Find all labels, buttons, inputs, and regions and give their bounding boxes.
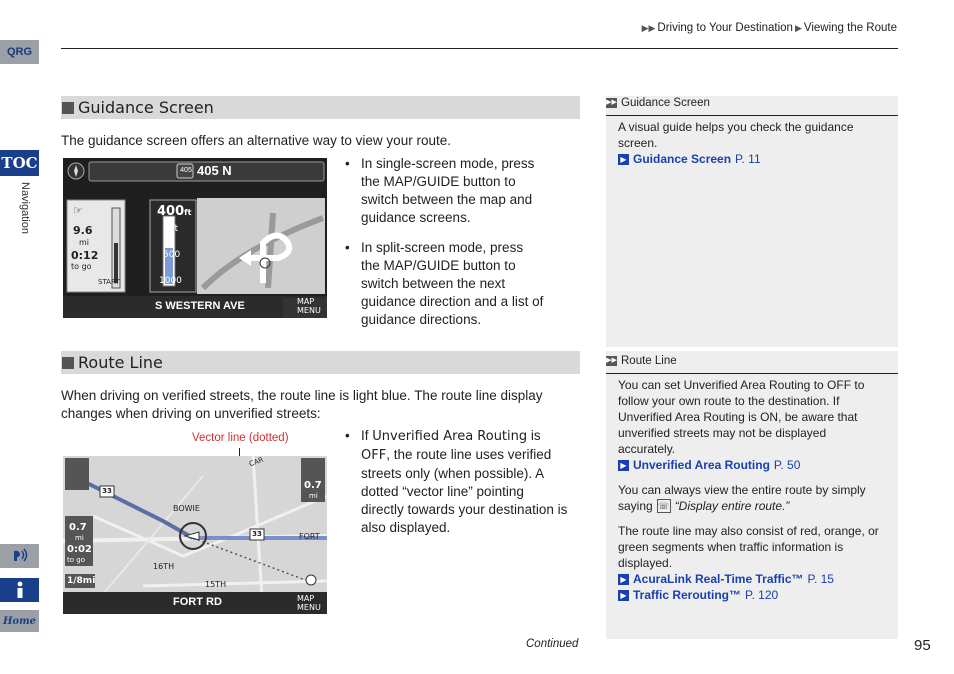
bullet-line: directly towards your destination is <box>361 502 568 517</box>
side-route-text <box>618 377 890 603</box>
section-marker-icon <box>62 357 74 369</box>
bullet-line: also displayed. <box>361 520 451 535</box>
text-span: , be aware that <box>778 410 858 424</box>
map-button-label: MAP <box>297 594 315 603</box>
current-street: S WESTERN AVE <box>155 300 245 312</box>
highway-label: 405 N <box>197 163 232 178</box>
intro-line: changes when driving on unverified streets: <box>61 406 321 421</box>
bullet-line <box>361 427 567 446</box>
street-bowie: BOWIE <box>173 504 200 513</box>
remaining-time: 0:12 <box>71 249 99 262</box>
qrg-tab-label: QRG <box>6 46 33 58</box>
link-arrow-icon: ▶ <box>618 590 629 601</box>
next-distance <box>157 204 191 219</box>
side-guidance-text <box>618 119 890 167</box>
voice-command-phrase: “Display entire route.” <box>674 499 790 513</box>
text-span: to <box>810 378 828 392</box>
bullet-line: the MAP/GUIDE button to <box>361 258 516 273</box>
routeline-section-heading <box>61 351 580 374</box>
link-arrow-icon: ▶ <box>618 154 629 165</box>
index-tab[interactable] <box>0 578 39 602</box>
text-span: saying <box>618 499 653 513</box>
bullet-line <box>361 446 567 465</box>
home-tab-label: Home <box>2 615 37 627</box>
side-text-line: follow your own route to the destination. If <box>618 394 840 408</box>
bullet-off: OFF <box>361 448 387 463</box>
menu-button-label: MENU <box>297 603 321 612</box>
side-guidance-rule <box>606 115 898 116</box>
side-text-line: A visual guide helps you check the guidance <box>618 120 854 134</box>
remaining-distance: 9.6 <box>73 224 93 237</box>
bullet-line: the MAP/GUIDE button to <box>361 174 516 189</box>
link-label: Traffic Rerouting™ <box>633 588 742 602</box>
side-text-line: displayed. <box>618 556 673 570</box>
map-distance: 0.7 <box>69 522 87 533</box>
guidance-bullet-2 <box>345 239 544 329</box>
bullet-text: is <box>527 428 541 443</box>
side-text-line: accurately. <box>618 442 676 456</box>
scale-0: 0 ft <box>163 224 179 234</box>
scale-500: 500 <box>163 250 181 260</box>
bullet-term: Unverified Area Routing <box>372 429 528 444</box>
side-text-line <box>618 409 890 425</box>
link-page: P. 15 <box>807 572 834 586</box>
side-guidance-title <box>606 97 710 109</box>
bullet-line: dotted “vector line” pointing <box>361 484 524 499</box>
guidance-section-heading <box>61 96 580 119</box>
map-time-label: to go <box>67 556 85 564</box>
route-shield-1: 33 <box>102 487 112 495</box>
routeline-intro <box>61 387 543 423</box>
street-16th: 16TH <box>153 562 175 571</box>
street-15th: 15TH <box>205 580 227 589</box>
bullet-line: guidance directions. <box>361 312 482 327</box>
street-car: CAR <box>248 456 265 469</box>
text-span: ON <box>760 410 779 424</box>
breadcrumb-arrow-icon: ▶▶ <box>641 22 656 33</box>
breadcrumb <box>642 22 897 34</box>
side-route-title <box>606 355 677 367</box>
side-text-line <box>618 377 890 393</box>
guidance-screen-link[interactable] <box>618 151 890 167</box>
toc-tab-label: TOC <box>1 154 38 172</box>
toc-tab[interactable] <box>0 150 39 176</box>
traffic-rerouting-link[interactable] <box>618 587 890 603</box>
text-span: Unverified Area Routing <box>683 378 811 392</box>
note-icon: ▶▶ <box>606 357 617 364</box>
distance-unit: mi <box>79 238 90 247</box>
map-time: 0:02 <box>67 544 92 555</box>
map-current-street: FORT RD <box>173 596 222 608</box>
voice-talk-icon: ☏ <box>658 501 670 511</box>
guidance-bullet-1 <box>345 155 535 227</box>
next-distance-unit: ft <box>184 208 192 217</box>
right-distance-unit: mi <box>309 492 318 500</box>
bullet-line: streets only (when possible). A <box>361 466 545 481</box>
vector-line-callout: Vector line (dotted) <box>192 432 289 444</box>
bullet-line: guidance direction and a list of <box>361 294 544 309</box>
side-text-line: The route line may also consist of red, orange, or <box>618 524 879 538</box>
intro-line: When driving on verified streets, the route line is light blue. The route line display <box>61 388 543 403</box>
spacer <box>618 473 890 482</box>
side-text-line <box>618 498 890 514</box>
next-distance-value: 400 <box>157 204 185 219</box>
breadcrumb-item[interactable]: Driving to Your Destination <box>657 22 793 34</box>
routeline-bullet <box>345 427 568 537</box>
side-text-line: unverified streets may not be displayed <box>618 426 827 440</box>
breadcrumb-item[interactable]: Viewing the Route <box>803 22 897 34</box>
bullet-dot: • <box>345 156 350 171</box>
text-span: to <box>851 378 865 392</box>
guidance-screen-image <box>63 158 327 318</box>
section-tab-label: Navigation <box>19 182 31 234</box>
bullet-line: switch between the map and <box>361 192 533 207</box>
link-page: P. 50 <box>773 458 801 472</box>
note-icon: ▶▶ <box>606 99 617 106</box>
link-arrow-icon: ▶ <box>618 574 629 585</box>
right-distance: 0.7 <box>304 480 322 491</box>
bullet-line: guidance screens. <box>361 210 471 225</box>
breadcrumb-arrow-icon: ▶ <box>794 22 802 33</box>
map-button-label: MAP <box>297 297 315 306</box>
link-arrow-icon: ▶ <box>618 460 629 471</box>
text-span: OFF <box>827 378 852 392</box>
bullet-dot: • <box>345 428 350 443</box>
highway-shield: 405 <box>180 167 192 174</box>
side-text-line: screen. <box>618 136 658 150</box>
bullet-dot: • <box>345 240 350 255</box>
side-text-line: green segments when traffic information is <box>618 540 844 554</box>
text-span: Unverified Area Routing <box>618 410 745 424</box>
qrg-tab[interactable] <box>0 40 39 64</box>
unverified-routing-link[interactable] <box>618 457 890 473</box>
map-menu-button <box>297 594 321 612</box>
side-guidance-title-text: Guidance Screen <box>621 97 710 109</box>
bullet-line: In single-screen mode, press <box>361 156 535 171</box>
acuralink-traffic-link[interactable] <box>618 571 890 587</box>
home-tab[interactable] <box>0 610 39 632</box>
route-shield-2: 33 <box>252 530 262 538</box>
text-span: is <box>744 410 761 424</box>
page-number: 95 <box>914 637 931 654</box>
link-label: Guidance Screen <box>633 152 732 166</box>
link-page: P. 120 <box>745 588 779 602</box>
route-map-image <box>63 456 327 614</box>
street-fort: FORT <box>299 532 320 541</box>
link-page: P. 11 <box>735 152 761 166</box>
link-label: Unverified Area Routing <box>633 458 770 472</box>
guidance-heading-text: Guidance Screen <box>78 98 214 117</box>
bullet-line: switch between the next <box>361 276 506 291</box>
turn-icon: ☞ <box>73 204 83 217</box>
voice-command-icon <box>10 548 30 564</box>
time-label: to go <box>71 262 92 271</box>
map-scale: 1/8mi <box>67 576 96 586</box>
continued-label: Continued <box>526 638 579 650</box>
side-route-rule <box>606 373 898 374</box>
map-menu-button <box>297 297 321 315</box>
header-rule <box>61 48 898 49</box>
side-route-title-text: Route Line <box>621 355 677 367</box>
bullet-text: If <box>361 428 373 443</box>
routeline-heading-text: Route Line <box>78 353 163 372</box>
bullet-line: In split-screen mode, press <box>361 240 524 255</box>
spacer <box>618 514 890 523</box>
info-icon <box>14 581 26 599</box>
scale-1000: 1000 <box>159 276 182 286</box>
map-distance-unit: mi <box>75 534 84 542</box>
menu-button-label: MENU <box>297 306 321 315</box>
guidance-intro: The guidance screen offers an alternative way to view your route. <box>61 133 451 148</box>
voice-command-tab[interactable] <box>0 544 39 568</box>
side-text-line: You can always view the entire route by simply <box>618 483 866 497</box>
text-span: You can set <box>618 378 684 392</box>
bullet-text: , the route line uses verified <box>386 447 552 462</box>
start-label: START <box>98 278 120 286</box>
link-label: AcuraLink Real-Time Traffic™ <box>633 572 804 586</box>
section-marker-icon <box>62 102 74 114</box>
